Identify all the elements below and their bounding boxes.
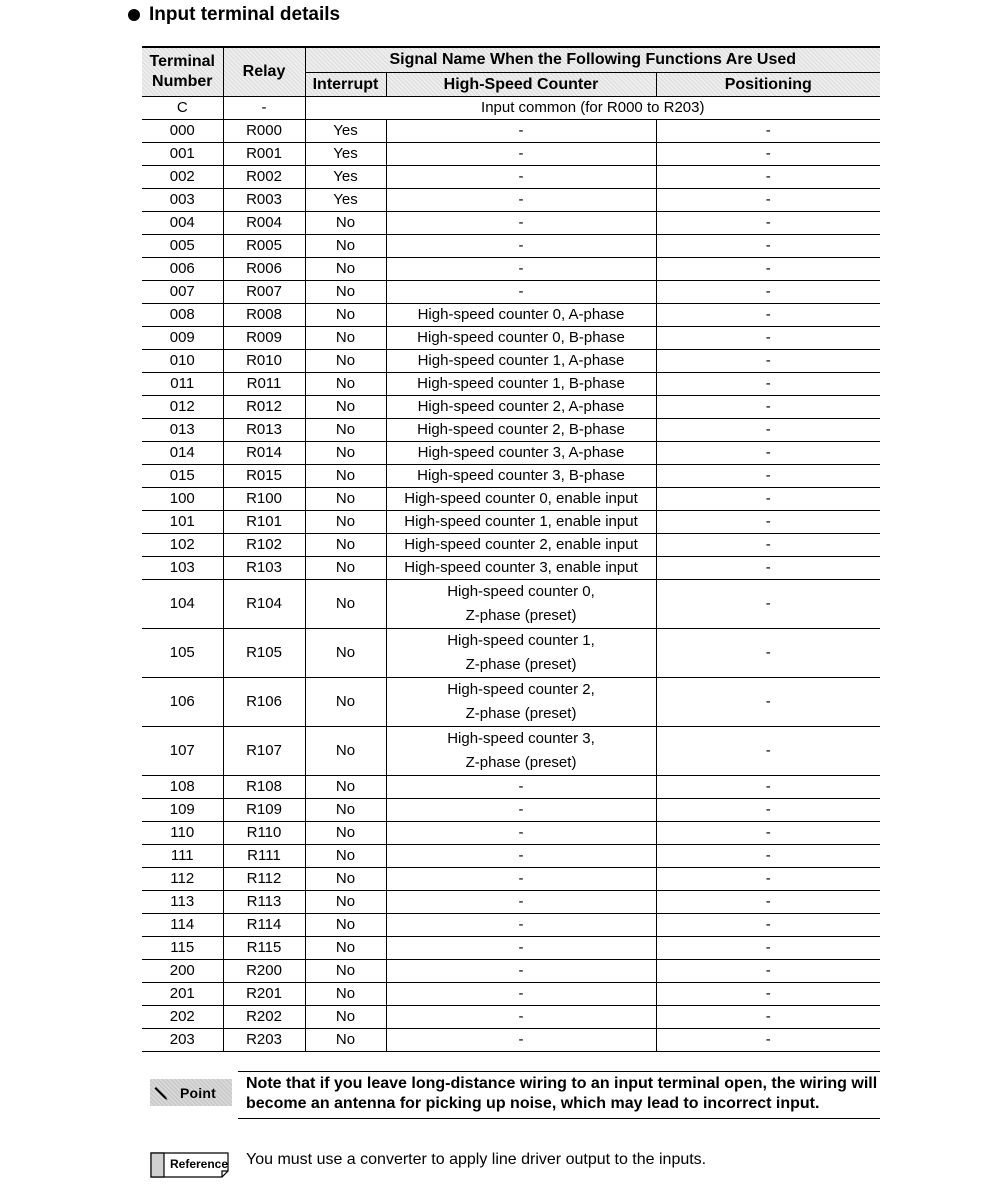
cell-relay: R010 xyxy=(223,350,305,373)
cell-relay: R003 xyxy=(223,189,305,212)
cell-relay: R203 xyxy=(223,1029,305,1052)
cell-interrupt: No xyxy=(305,327,386,350)
cell-high-speed-counter: - xyxy=(386,937,656,960)
cell-terminal: 201 xyxy=(142,983,223,1006)
table-row xyxy=(142,727,880,776)
cell-common-description: Input common (for R000 to R203) xyxy=(305,97,880,120)
cell-relay: R100 xyxy=(223,488,305,511)
cell-interrupt: No xyxy=(305,891,386,914)
cell-positioning: - xyxy=(656,442,880,465)
cell-high-speed-counter: High-speed counter 1, enable input xyxy=(386,511,656,534)
cell-high-speed-counter: - xyxy=(386,212,656,235)
cell-positioning: - xyxy=(656,373,880,396)
cell-relay: R008 xyxy=(223,304,305,327)
cell-high-speed-counter: - xyxy=(386,868,656,891)
cell-positioning: - xyxy=(656,891,880,914)
cell-interrupt: No xyxy=(305,534,386,557)
cell-relay: R009 xyxy=(223,327,305,350)
cell-high-speed-counter: - xyxy=(386,235,656,258)
bullet-icon xyxy=(128,9,140,21)
cell-terminal: 100 xyxy=(142,488,223,511)
cell-terminal: 202 xyxy=(142,1006,223,1029)
cell-relay: R000 xyxy=(223,120,305,143)
section-title-text: Input terminal details xyxy=(149,4,341,25)
cell-high-speed-counter: - xyxy=(386,799,656,822)
cell-relay: R102 xyxy=(223,534,305,557)
cell-relay: R015 xyxy=(223,465,305,488)
cell-interrupt: Yes xyxy=(305,120,386,143)
table-header-row xyxy=(142,47,880,73)
cell-relay: R111 xyxy=(223,845,305,868)
cell-positioning: - xyxy=(656,799,880,822)
cell-interrupt: No xyxy=(305,235,386,258)
cell-positioning: - xyxy=(656,212,880,235)
table-row xyxy=(142,419,880,442)
cell-positioning: - xyxy=(656,235,880,258)
cell-terminal: 106 xyxy=(142,678,223,727)
cell-relay: R104 xyxy=(223,580,305,629)
cell-positioning: - xyxy=(656,143,880,166)
table-row xyxy=(142,166,880,189)
cell-terminal: 007 xyxy=(142,281,223,304)
reference-note-text: You must use a converter to apply line driver output to the inputs. xyxy=(246,1151,707,1168)
cell-relay: R115 xyxy=(223,937,305,960)
table-row xyxy=(142,212,880,235)
cell-positioning: - xyxy=(656,678,880,727)
cell-relay: R005 xyxy=(223,235,305,258)
header-interrupt: Interrupt xyxy=(305,73,386,97)
cell-relay: R105 xyxy=(223,629,305,678)
cell-terminal: 013 xyxy=(142,419,223,442)
cell-interrupt: Yes xyxy=(305,143,386,166)
point-note-text: Note that if you leave long-distance wiring to an input terminal open, the wiring will become an antenna for picking up noise, which may lead to incorrect input. xyxy=(246,1075,878,1112)
cell-positioning: - xyxy=(656,511,880,534)
cell-positioning: - xyxy=(656,937,880,960)
cell-terminal: 108 xyxy=(142,776,223,799)
cell-high-speed-counter: - xyxy=(386,891,656,914)
table-row xyxy=(142,488,880,511)
cell-interrupt: Yes xyxy=(305,189,386,212)
cell-terminal: 203 xyxy=(142,1029,223,1052)
table-row xyxy=(142,442,880,465)
cell-relay: R002 xyxy=(223,166,305,189)
table-row xyxy=(142,678,880,727)
cell-positioning: - xyxy=(656,629,880,678)
table-row xyxy=(142,845,880,868)
cell-interrupt: No xyxy=(305,557,386,580)
cell-high-speed-counter: - xyxy=(386,776,656,799)
reference-badge xyxy=(150,1151,232,1177)
cell-interrupt: No xyxy=(305,396,386,419)
cell-terminal: 014 xyxy=(142,442,223,465)
cell-positioning: - xyxy=(656,281,880,304)
cell-relay: R011 xyxy=(223,373,305,396)
cell-interrupt: No xyxy=(305,373,386,396)
cell-terminal: 102 xyxy=(142,534,223,557)
cell-terminal: 012 xyxy=(142,396,223,419)
cell-interrupt: No xyxy=(305,580,386,629)
table-row xyxy=(142,258,880,281)
cell-terminal: 107 xyxy=(142,727,223,776)
cell-positioning: - xyxy=(656,776,880,799)
cell-interrupt: No xyxy=(305,212,386,235)
cell-terminal: 004 xyxy=(142,212,223,235)
cell-interrupt: No xyxy=(305,678,386,727)
cell-interrupt: No xyxy=(305,727,386,776)
cell-relay: R109 xyxy=(223,799,305,822)
table-row xyxy=(142,937,880,960)
cell-positioning: - xyxy=(656,914,880,937)
cell-interrupt: No xyxy=(305,419,386,442)
cell-positioning: - xyxy=(656,189,880,212)
table-row-common xyxy=(142,97,880,120)
cell-high-speed-counter: High-speed counter 1, B-phase xyxy=(386,373,656,396)
table-row xyxy=(142,235,880,258)
cell-positioning: - xyxy=(656,534,880,557)
header-high-speed-counter: High-Speed Counter xyxy=(386,73,656,97)
cell-interrupt: No xyxy=(305,511,386,534)
cell-high-speed-counter: High-speed counter 0, enable input xyxy=(386,488,656,511)
point-label: Point xyxy=(180,1084,216,1101)
cell-interrupt: No xyxy=(305,776,386,799)
cell-high-speed-counter: High-speed counter 0, A-phase xyxy=(386,304,656,327)
cell-positioning: - xyxy=(656,845,880,868)
cell-relay: R001 xyxy=(223,143,305,166)
header-relay: Relay xyxy=(223,47,305,97)
cell-interrupt: No xyxy=(305,1006,386,1029)
cell-terminal: 114 xyxy=(142,914,223,937)
input-terminal-table xyxy=(142,46,880,1052)
cell-interrupt: No xyxy=(305,488,386,511)
cell-relay: R106 xyxy=(223,678,305,727)
table-row xyxy=(142,350,880,373)
header-positioning: Positioning xyxy=(656,73,880,97)
cell-high-speed-counter: High-speed counter 0, Z-phase (preset) xyxy=(386,580,656,629)
cell-positioning: - xyxy=(656,580,880,629)
cell-high-speed-counter: High-speed counter 2, A-phase xyxy=(386,396,656,419)
cell-high-speed-counter: - xyxy=(386,1006,656,1029)
cell-positioning: - xyxy=(656,419,880,442)
cell-high-speed-counter: - xyxy=(386,1029,656,1052)
cell-interrupt: No xyxy=(305,799,386,822)
cell-high-speed-counter: High-speed counter 3, enable input xyxy=(386,557,656,580)
cell-high-speed-counter: High-speed counter 0, B-phase xyxy=(386,327,656,350)
cell-relay: R114 xyxy=(223,914,305,937)
table-row xyxy=(142,281,880,304)
table-row xyxy=(142,465,880,488)
cell-interrupt: No xyxy=(305,281,386,304)
cell-high-speed-counter: High-speed counter 2, Z-phase (preset) xyxy=(386,678,656,727)
cell-relay: R007 xyxy=(223,281,305,304)
cell-relay: R110 xyxy=(223,822,305,845)
point-badge xyxy=(150,1079,232,1106)
cell-interrupt: Yes xyxy=(305,166,386,189)
cell-positioning: - xyxy=(656,727,880,776)
table-row xyxy=(142,557,880,580)
cell-terminal: 005 xyxy=(142,235,223,258)
table-row xyxy=(142,822,880,845)
cell-high-speed-counter: High-speed counter 3, Z-phase (preset) xyxy=(386,727,656,776)
table-row xyxy=(142,1006,880,1029)
cell-terminal: 003 xyxy=(142,189,223,212)
cell-terminal: 001 xyxy=(142,143,223,166)
cell-positioning: - xyxy=(656,822,880,845)
cell-positioning: - xyxy=(656,488,880,511)
cell-high-speed-counter: High-speed counter 1, Z-phase (preset) xyxy=(386,629,656,678)
cell-high-speed-counter: - xyxy=(386,189,656,212)
cell-interrupt: No xyxy=(305,465,386,488)
cell-interrupt: No xyxy=(305,822,386,845)
cell-positioning: - xyxy=(656,327,880,350)
table-row xyxy=(142,396,880,419)
cell-terminal: 103 xyxy=(142,557,223,580)
table-row xyxy=(142,580,880,629)
cell-interrupt: No xyxy=(305,983,386,1006)
cell-terminal: 015 xyxy=(142,465,223,488)
cell-relay: R200 xyxy=(223,960,305,983)
pencil-icon xyxy=(150,1079,172,1106)
table-row xyxy=(142,1029,880,1052)
cell-relay: R006 xyxy=(223,258,305,281)
cell-terminal: 104 xyxy=(142,580,223,629)
cell-relay: R107 xyxy=(223,727,305,776)
table-row xyxy=(142,799,880,822)
cell-high-speed-counter: - xyxy=(386,258,656,281)
cell-terminal: 002 xyxy=(142,166,223,189)
cell-positioning: - xyxy=(656,350,880,373)
cell-high-speed-counter: - xyxy=(386,143,656,166)
cell-relay: - xyxy=(223,97,305,120)
table-row xyxy=(142,891,880,914)
cell-positioning: - xyxy=(656,1006,880,1029)
table-row xyxy=(142,534,880,557)
cell-terminal: 112 xyxy=(142,868,223,891)
cell-high-speed-counter: - xyxy=(386,166,656,189)
cell-relay: R004 xyxy=(223,212,305,235)
cell-interrupt: No xyxy=(305,350,386,373)
section-title xyxy=(128,3,340,27)
table-row xyxy=(142,511,880,534)
header-terminal-number: Terminal Number xyxy=(142,47,223,97)
cell-interrupt: No xyxy=(305,304,386,327)
cell-positioning: - xyxy=(656,557,880,580)
cell-interrupt: No xyxy=(305,914,386,937)
cell-relay: R012 xyxy=(223,396,305,419)
cell-interrupt: No xyxy=(305,845,386,868)
cell-high-speed-counter: - xyxy=(386,914,656,937)
reference-label: Reference xyxy=(170,1157,229,1171)
table-row xyxy=(142,373,880,396)
cell-high-speed-counter: High-speed counter 3, B-phase xyxy=(386,465,656,488)
cell-positioning: - xyxy=(656,166,880,189)
cell-positioning: - xyxy=(656,960,880,983)
cell-interrupt: No xyxy=(305,258,386,281)
cell-relay: R101 xyxy=(223,511,305,534)
table-row xyxy=(142,983,880,1006)
cell-positioning: - xyxy=(656,258,880,281)
table-row xyxy=(142,304,880,327)
cell-high-speed-counter: High-speed counter 2, enable input xyxy=(386,534,656,557)
table-row xyxy=(142,960,880,983)
cell-terminal: 113 xyxy=(142,891,223,914)
cell-high-speed-counter: - xyxy=(386,960,656,983)
cell-high-speed-counter: - xyxy=(386,281,656,304)
cell-relay: R103 xyxy=(223,557,305,580)
cell-terminal: 105 xyxy=(142,629,223,678)
cell-relay: R202 xyxy=(223,1006,305,1029)
cell-positioning: - xyxy=(656,396,880,419)
cell-positioning: - xyxy=(656,1029,880,1052)
cell-relay: R013 xyxy=(223,419,305,442)
cell-high-speed-counter: High-speed counter 1, A-phase xyxy=(386,350,656,373)
cell-interrupt: No xyxy=(305,868,386,891)
cell-terminal: 200 xyxy=(142,960,223,983)
cell-relay: R201 xyxy=(223,983,305,1006)
header-signal-group: Signal Name When the Following Functions Are Used xyxy=(305,47,880,73)
cell-interrupt: No xyxy=(305,1029,386,1052)
table-row xyxy=(142,914,880,937)
table-row xyxy=(142,629,880,678)
cell-interrupt: No xyxy=(305,937,386,960)
cell-high-speed-counter: - xyxy=(386,120,656,143)
cell-positioning: - xyxy=(656,465,880,488)
cell-positioning: - xyxy=(656,120,880,143)
cell-terminal: 101 xyxy=(142,511,223,534)
cell-high-speed-counter: High-speed counter 2, B-phase xyxy=(386,419,656,442)
table-row xyxy=(142,327,880,350)
cell-high-speed-counter: - xyxy=(386,845,656,868)
cell-terminal: 115 xyxy=(142,937,223,960)
table-row xyxy=(142,120,880,143)
cell-terminal: 110 xyxy=(142,822,223,845)
cell-high-speed-counter: High-speed counter 3, A-phase xyxy=(386,442,656,465)
cell-interrupt: No xyxy=(305,442,386,465)
cell-interrupt: No xyxy=(305,960,386,983)
cell-positioning: - xyxy=(656,983,880,1006)
cell-terminal: 109 xyxy=(142,799,223,822)
cell-terminal: 011 xyxy=(142,373,223,396)
table-row xyxy=(142,776,880,799)
cell-interrupt: No xyxy=(305,629,386,678)
cell-terminal: C xyxy=(142,97,223,120)
point-note xyxy=(238,1071,880,1119)
cell-relay: R113 xyxy=(223,891,305,914)
cell-positioning: - xyxy=(656,304,880,327)
cell-relay: R108 xyxy=(223,776,305,799)
table-row xyxy=(142,143,880,166)
cell-terminal: 009 xyxy=(142,327,223,350)
cell-terminal: 008 xyxy=(142,304,223,327)
table-row xyxy=(142,189,880,212)
cell-high-speed-counter: - xyxy=(386,822,656,845)
cell-relay: R014 xyxy=(223,442,305,465)
cell-positioning: - xyxy=(656,868,880,891)
cell-relay: R112 xyxy=(223,868,305,891)
cell-terminal: 000 xyxy=(142,120,223,143)
cell-high-speed-counter: - xyxy=(386,983,656,1006)
cell-terminal: 111 xyxy=(142,845,223,868)
table-row xyxy=(142,868,880,891)
cell-terminal: 010 xyxy=(142,350,223,373)
cell-terminal: 006 xyxy=(142,258,223,281)
